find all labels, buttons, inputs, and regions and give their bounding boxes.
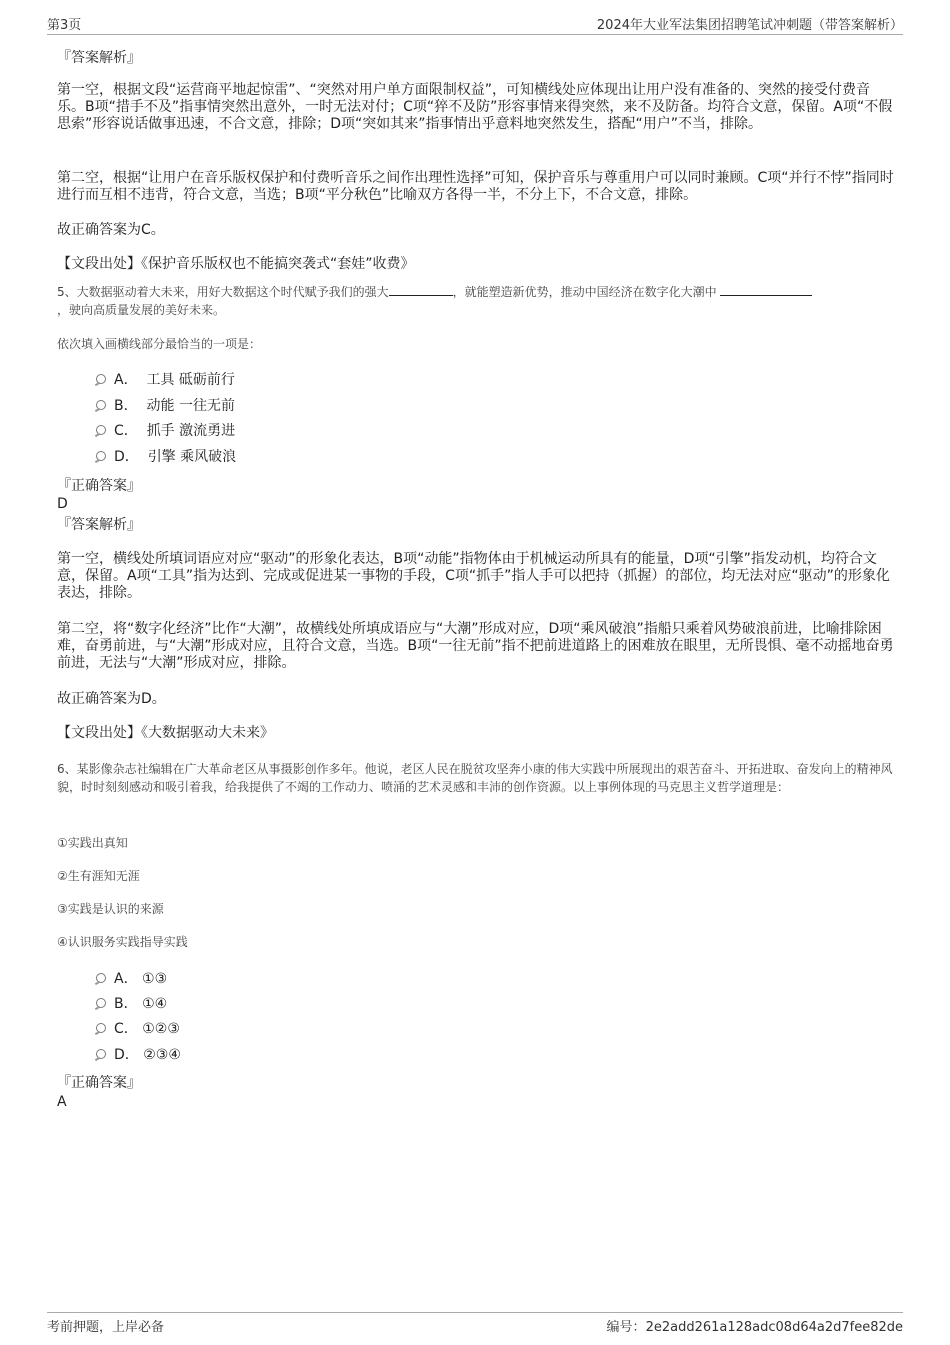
radio-icon[interactable]	[96, 998, 106, 1008]
q4-analysis-label: 『答案解析』	[57, 50, 141, 66]
q6-item-1: ①实践出真知	[57, 836, 128, 850]
q5-answer-label: 『正确答案』	[57, 478, 141, 494]
q5-stem-part2: ，就能塑造新优势，推动中国经济在数字化大潮中	[452, 285, 717, 299]
radio-icon[interactable]	[96, 973, 106, 983]
option-text: ①②③	[142, 1021, 180, 1037]
q5-analysis-p2: 第二空，将“数字化经济”比作“大潮”，故横线处所填成语应与“大潮”形成对应，D项“乘风破浪”指船只乘着风势破浪前进，比喻排除困难，奋勇前进，与“大潮”形成对应，且符合文意，当选。B项“一往无前”指不把前进道路上的困难放在眼里，无所畏惧、毫不动摇地奋勇前进，无法与“大潮”形成对应，排除。	[57, 621, 894, 671]
q6-option-d[interactable]	[96, 1047, 181, 1064]
q4-analysis-p1: 第一空，根据文段“运营商平地起惊雷”、“突然对用户单方面限制权益”，可知横线处应体现出让用户没有准备的、突然的接受付费音乐。B项“措手不及”指事情突然出意外，一时无法对付；C项“猝不及防”形容事情来得突然，来不及防备。均符合文意，保留。A项“不假思索”形容说话做事迅速，不合文意，排除；D项“突如其来”指事情出乎意料地突然发生，搭配“用户”不当，排除。	[57, 82, 893, 132]
q6-item-2: ②生有涯知无涯	[57, 869, 140, 883]
q5-option-b[interactable]	[96, 398, 235, 415]
option-letter: A．	[114, 971, 138, 987]
option-text: ①④	[142, 996, 168, 1012]
radio-icon[interactable]	[96, 374, 106, 384]
q5-blank-1	[389, 283, 453, 296]
radio-icon[interactable]	[96, 425, 106, 435]
option-letter: D．	[114, 1047, 139, 1063]
q4-conclusion: 故正确答案为C。	[57, 222, 165, 238]
option-text: 引擎 乘风破浪	[147, 449, 237, 465]
radio-icon[interactable]	[96, 400, 106, 410]
q5-option-c[interactable]	[96, 423, 235, 440]
option-letter: C．	[114, 1021, 138, 1037]
document-code	[607, 1316, 903, 1335]
page-header	[47, 14, 903, 35]
q5-stem-part1: 5、大数据驱动着大未来，用好大数据这个时代赋予我们的强大	[57, 285, 389, 299]
option-letter: B．	[114, 996, 138, 1012]
q6-option-a[interactable]	[96, 971, 167, 988]
q5-source: 【文段出处】《大数据驱动大未来》	[57, 725, 274, 741]
code-value: 2e2add261a128adc08d64a2d7fee82de	[645, 1320, 903, 1335]
option-letter: C．	[114, 423, 138, 439]
radio-icon[interactable]	[96, 451, 106, 461]
q5-analysis-p1: 第一空，横线处所填词语应对应“驱动”的形象化表达，B项“动能”指物体由于机械运动所具有的能量，D项“引擎”指发动机，均符合文意，保留。A项“工具”指为达到、完成或促进某一事物的手段，C项“抓手”指人手可以把持（抓握）的部位，均无法对应“驱动”的形象化表达，排除。	[57, 551, 890, 601]
q5-conclusion: 故正确答案为D。	[57, 691, 166, 707]
q4-source: 【文段出处】《保护音乐版权也不能搞突袭式“套娃”收费》	[57, 256, 415, 272]
q5-blank-2	[720, 283, 812, 296]
q6-option-b[interactable]	[96, 996, 167, 1013]
option-text: 抓手 激流勇进	[146, 423, 236, 439]
q5-stem	[57, 283, 897, 319]
option-text: 动能 一往无前	[146, 398, 235, 414]
page-footer	[47, 1312, 903, 1336]
q5-answer: D	[57, 496, 68, 512]
option-letter: A．	[114, 372, 138, 388]
radio-icon[interactable]	[96, 1023, 106, 1033]
option-text: ②③④	[143, 1047, 181, 1063]
option-text: ①③	[142, 971, 168, 987]
document-title: 2024年大业军法集团招聘笔试冲刺题（带答案解析）	[596, 18, 903, 33]
option-letter: D．	[114, 449, 139, 465]
q5-option-a[interactable]	[96, 372, 235, 389]
radio-icon[interactable]	[96, 1049, 106, 1059]
q5-option-d[interactable]	[96, 449, 236, 466]
option-letter: B．	[114, 398, 138, 414]
q5-prompt: 依次填入画横线部分最恰当的一项是：	[57, 337, 262, 351]
q6-item-4: ④认识服务实践指导实践	[57, 935, 188, 949]
page-number: 第3页	[47, 18, 82, 33]
q6-item-3: ③实践是认识的来源	[57, 902, 164, 916]
q5-analysis-label: 『答案解析』	[57, 517, 141, 533]
option-text: 工具 砥砺前行	[146, 372, 235, 388]
q6-answer-label: 『正确答案』	[57, 1075, 141, 1091]
q6-option-c[interactable]	[96, 1021, 180, 1038]
q4-analysis-p2: 第二空，根据“让用户在音乐版权保护和付费听音乐之间作出理性选择”可知，保护音乐与尊重用户可以同时兼顾。C项“并行不悖”指同时进行而互相不违背，符合文意，当选；B项“平分秋色”比喻双方各得一半，不分上下，不合文意，排除。	[57, 170, 894, 203]
q5-stem-part3: ，驶向高质量发展的美好未来。	[57, 303, 226, 317]
q6-stem: 6、某影像杂志社编辑在广大革命老区从事摄影创作多年。他说，老区人民在脱贫攻坚奔小康的伟大实践中所展现出的艰苦奋斗、开拓进取、奋发向上的精神风貌，时时刻刻感动和吸引着我，给我提供了不竭的工作动力、喷涌的艺术灵感和丰沛的创作资源。以上事例体现的马克思主义哲学道理是：	[57, 762, 893, 794]
footer-slogan: 考前押题，上岸必备	[47, 1320, 165, 1335]
q6-answer: A	[57, 1094, 67, 1110]
code-label: 编号：	[606, 1320, 646, 1335]
